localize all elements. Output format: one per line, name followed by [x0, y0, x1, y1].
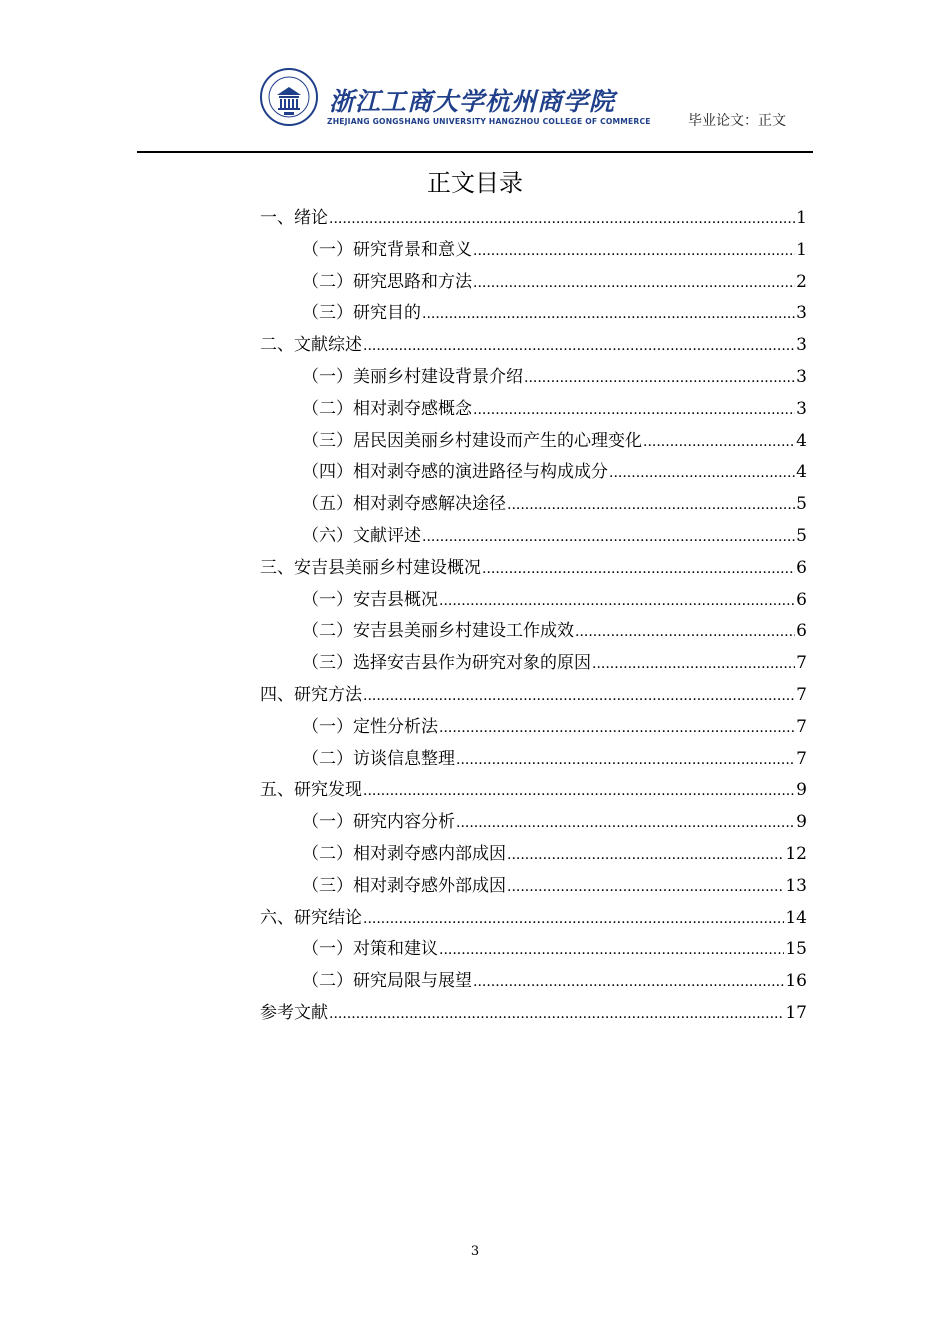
toc-entry-page: 3 [796, 303, 807, 324]
page-title: 正文目录 [427, 169, 523, 197]
dot-leader [422, 529, 795, 545]
toc-entry-page: 1 [796, 239, 807, 260]
toc-entry-page: 4 [796, 430, 807, 451]
toc-entry-label: 研究背景和意义 [353, 239, 472, 260]
university-name-en: ZHEJIANG GONGSHANG UNIVERSITY HANGZHOU COLLEGE OF COMMERCE [327, 117, 651, 126]
toc-entry[interactable] [260, 680, 807, 712]
toc-entry-page: 9 [796, 812, 807, 833]
toc-entry-number: （四） [302, 462, 353, 483]
toc-entry-label: 参考文献 [260, 1002, 328, 1023]
toc-entry[interactable] [260, 489, 807, 521]
toc-entry[interactable] [260, 712, 807, 744]
dot-leader [363, 911, 784, 927]
toc-entry[interactable] [260, 362, 807, 394]
toc-entry-number: （二） [302, 271, 353, 292]
toc-entry-page: 5 [796, 525, 807, 546]
dot-leader [456, 752, 795, 768]
toc-entry[interactable] [260, 394, 807, 426]
dot-leader [363, 688, 795, 704]
toc-entry-number: （二） [302, 398, 353, 419]
toc-entry[interactable] [260, 998, 807, 1030]
toc-entry-label: 研究结论 [294, 907, 362, 928]
toc-entry-page: 9 [796, 780, 807, 801]
university-seal-icon [260, 68, 318, 126]
toc-entry[interactable] [260, 807, 807, 839]
toc-entry-number: （一） [302, 812, 353, 833]
toc-entry[interactable] [260, 616, 807, 648]
dot-leader [609, 465, 795, 481]
toc-entry-label: 安吉县美丽乡村建设工作成效 [353, 621, 574, 642]
toc-entry-number: （三） [302, 430, 353, 451]
toc-entry-label: 对策和建议 [353, 939, 438, 960]
toc-entry-number: 一、 [260, 208, 294, 228]
toc-entry-page: 7 [796, 653, 807, 674]
toc-entry[interactable] [260, 744, 807, 776]
toc-entry-page: 15 [785, 939, 807, 960]
toc-entry[interactable] [260, 330, 807, 362]
toc-entry[interactable] [260, 203, 807, 235]
toc-entry-label: 相对剥夺感的演进路径与构成成分 [353, 462, 608, 483]
toc-entry-page: 7 [796, 716, 807, 737]
toc-entry-number: （二） [302, 971, 353, 992]
toc-entry-label: 绪论 [294, 208, 328, 228]
dot-leader [363, 783, 795, 799]
toc-entry-page: 3 [796, 366, 807, 387]
toc-entry-page: 1 [796, 208, 807, 228]
toc-entry-number: （二） [302, 748, 353, 769]
dot-leader [473, 974, 784, 990]
toc-entry[interactable] [260, 648, 807, 680]
dot-leader [524, 370, 795, 386]
toc-entry-label: 文献综述 [294, 335, 362, 356]
toc-entry-label: 美丽乡村建设背景介绍 [353, 366, 523, 387]
toc-entry[interactable] [260, 903, 807, 935]
toc-entry-page: 17 [785, 1002, 807, 1023]
page-number: 3 [470, 1244, 480, 1259]
header-section-label: 毕业论文：正文 [688, 113, 786, 129]
toc-entry-label: 安吉县概况 [353, 589, 438, 610]
toc-entry-page: 3 [796, 335, 807, 356]
page-header [137, 60, 813, 152]
toc-entry-number: 五、 [260, 780, 294, 801]
toc-entry[interactable] [260, 585, 807, 617]
toc-entry-label: 研究发现 [294, 780, 362, 801]
dot-leader [643, 434, 795, 450]
toc-entry-label: 居民因美丽乡村建设而产生的心理变化 [353, 430, 642, 451]
dot-leader [507, 497, 795, 513]
toc-entry[interactable] [260, 871, 807, 903]
toc-entry-page: 12 [785, 843, 807, 864]
toc-entry[interactable] [260, 553, 807, 585]
dot-leader [456, 815, 795, 831]
toc-entry-page: 13 [785, 875, 807, 896]
toc-entry-number: 三、 [260, 557, 294, 578]
dot-leader [507, 847, 784, 863]
toc-entry-number: 四、 [260, 684, 294, 705]
toc-entry-label: 相对剥夺感内部成因 [353, 843, 506, 864]
toc-entry-number: 二、 [260, 335, 294, 356]
toc-entry-label: 相对剥夺感外部成因 [353, 875, 506, 896]
dot-leader [439, 942, 784, 958]
toc-entry-label: 研究方法 [294, 684, 362, 705]
toc-entry-label: 定性分析法 [353, 716, 438, 737]
dot-leader [575, 624, 795, 640]
toc-entry-label: 访谈信息整理 [353, 748, 455, 769]
toc-entry-label: 研究内容分析 [353, 812, 455, 833]
dot-leader [592, 656, 795, 672]
dot-leader [329, 211, 795, 227]
toc-entry[interactable] [260, 966, 807, 998]
toc-entry-number: （一） [302, 589, 353, 610]
toc-entry[interactable] [260, 426, 807, 458]
toc-entry-number: （一） [302, 939, 353, 960]
toc-entry-page: 7 [796, 748, 807, 769]
toc-entry-page: 6 [796, 589, 807, 610]
dot-leader [329, 1006, 784, 1022]
toc-entry-label: 相对剥夺感解决途径 [353, 494, 506, 515]
dot-leader [473, 243, 795, 259]
toc-entry-number: 六、 [260, 907, 294, 928]
toc-entry-label: 安吉县美丽乡村建设概况 [294, 557, 481, 578]
university-name-cn: 浙江工商大学杭州商学院 [329, 87, 616, 116]
dot-leader [439, 593, 795, 609]
toc-entry-label: 相对剥夺感概念 [353, 398, 472, 419]
toc-entry-page: 6 [796, 557, 807, 578]
toc-entry[interactable] [260, 775, 807, 807]
toc-entry-number: （三） [302, 875, 353, 896]
toc-entry-page: 14 [785, 907, 807, 928]
toc-entry-page: 16 [785, 971, 807, 992]
toc-entry-number: （一） [302, 366, 353, 387]
toc-entry-label: 研究思路和方法 [353, 271, 472, 292]
toc-entry[interactable] [260, 235, 807, 267]
toc-entry-page: 7 [796, 684, 807, 705]
dot-leader [422, 306, 795, 322]
toc-entry-number: （五） [302, 494, 353, 515]
toc-entry-label: 研究目的 [353, 303, 421, 324]
toc-entry[interactable] [260, 298, 807, 330]
toc-entry-page: 4 [796, 462, 807, 483]
dot-leader [439, 720, 795, 736]
dot-leader [363, 338, 795, 354]
toc-entry[interactable] [260, 267, 807, 299]
toc-entry-number: （二） [302, 843, 353, 864]
toc-entry-page: 3 [796, 398, 807, 419]
toc-entry-page: 5 [796, 494, 807, 515]
toc-entry-number: （二） [302, 621, 353, 642]
toc-entry-number: （三） [302, 653, 353, 674]
header-divider [137, 151, 813, 153]
dot-leader [473, 275, 795, 291]
toc-entry[interactable] [260, 934, 807, 966]
table-of-contents [260, 203, 807, 1030]
toc-entry-page: 6 [796, 621, 807, 642]
toc-entry-number: （一） [302, 239, 353, 260]
toc-entry-number: （六） [302, 525, 353, 546]
toc-entry-label: 文献评述 [353, 525, 421, 546]
toc-entry-number: （三） [302, 303, 353, 324]
toc-entry-label: 选择安吉县作为研究对象的原因 [353, 653, 591, 674]
toc-entry-label: 研究局限与展望 [353, 971, 472, 992]
dot-leader [507, 879, 784, 895]
toc-entry[interactable] [260, 839, 807, 871]
toc-entry[interactable] [260, 521, 807, 553]
dot-leader [482, 561, 795, 577]
dot-leader [473, 402, 795, 418]
toc-entry[interactable] [260, 457, 807, 489]
toc-entry-page: 2 [796, 271, 807, 292]
toc-entry-number: （一） [302, 716, 353, 737]
